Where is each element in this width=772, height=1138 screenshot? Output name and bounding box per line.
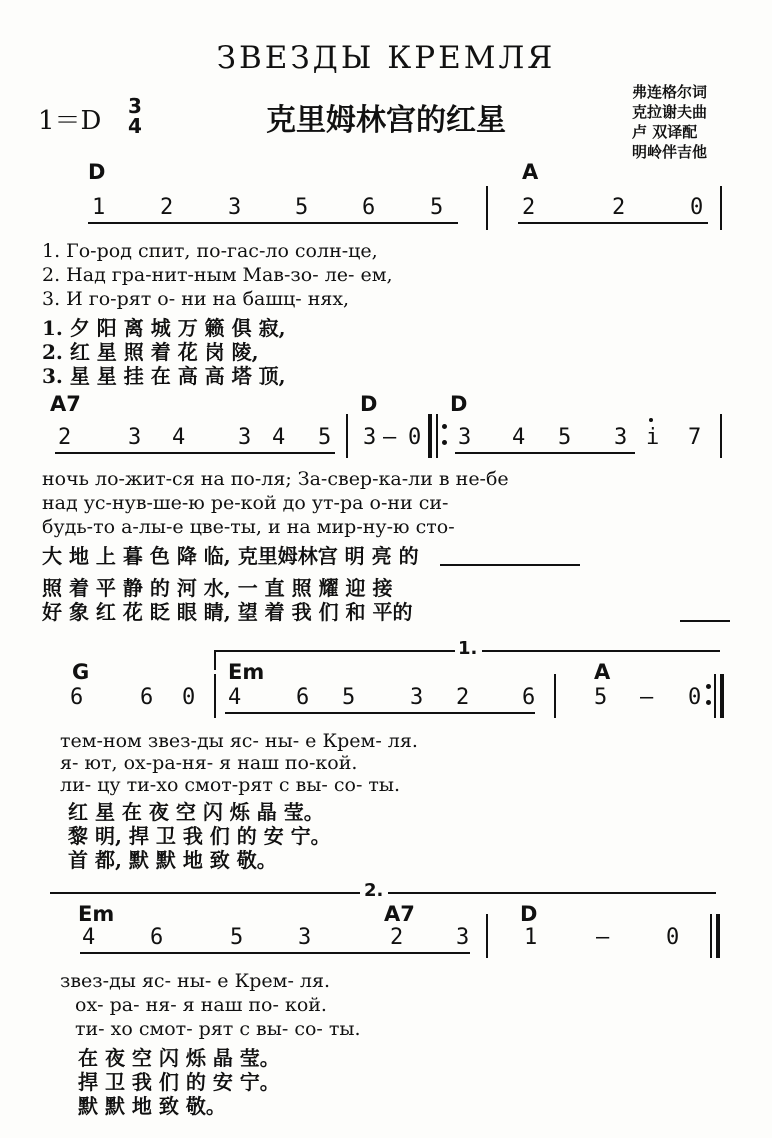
chord-d: D (88, 160, 106, 184)
volta-line (215, 650, 455, 652)
lyric-verse-1-zh: 1. 夕 阳 离 城 万 籁 俱 寂, (42, 316, 286, 340)
note: 5 (318, 425, 332, 450)
note: 7 (688, 425, 702, 450)
repeat-dot (706, 684, 711, 689)
note: — (640, 685, 654, 710)
lyric-verse-2-ru: я- ют, ох-ра-ня- я наш по-кой. (60, 752, 358, 774)
note: 2 (456, 685, 470, 710)
lyric-underline (680, 620, 730, 622)
chord-em: Em (78, 902, 115, 926)
note: 3 (410, 685, 424, 710)
note: 4 (228, 685, 242, 710)
barline (486, 914, 488, 958)
note: 0 (688, 685, 702, 710)
credit-translator: 卢 双译配 (632, 123, 698, 141)
time-signature-bottom: 4 (128, 114, 142, 138)
chord-em: Em (228, 660, 265, 684)
high-octave-dot (649, 418, 653, 422)
notation-row-4 (0, 925, 772, 955)
time-signature (125, 96, 145, 136)
lyric-verse-3-zh: 3. 星 星 挂 在 高 高 塔 顶, (42, 364, 286, 388)
lyric-verse-1-ru: 1. Го-род спит, по-гас-ло солн-це, (42, 240, 378, 262)
title-chinese: 克里姆林宫的红星 (266, 103, 506, 138)
chord-a: A (594, 660, 611, 684)
note: 2 (58, 425, 72, 450)
note: 0 (666, 925, 680, 950)
barline (214, 674, 216, 718)
volta-line (50, 892, 360, 894)
repeat-dot (442, 424, 447, 429)
notation-row-3 (0, 685, 772, 715)
beat-underline (80, 952, 470, 954)
note: 5 (230, 925, 244, 950)
repeat-dot (706, 700, 711, 705)
barline (486, 186, 488, 230)
lyric-verse-2-zh: 捍 卫 我 们 的 安 宁。 (78, 1070, 280, 1094)
volta-2: 2. (364, 880, 384, 901)
note: 3 (456, 925, 470, 950)
chord-a7: A7 (50, 392, 81, 416)
repeat-end-bar (720, 674, 724, 718)
repeat-start-bar (428, 414, 432, 458)
chord-a7: A7 (384, 902, 415, 926)
beat-underline (455, 452, 635, 454)
lyric-verse-3-zh: 好 象 红 花 眨 眼 睛, 望 着 我 们 和 平的 (42, 600, 413, 624)
chord-d: D (360, 392, 378, 416)
barline (346, 414, 348, 458)
note: 3 (363, 425, 377, 450)
barline (554, 674, 556, 718)
lyric-verse-1-zh: 红 星 在 夜 空 闪 烁 晶 莹。 (68, 800, 324, 824)
lyric-verse-1-zh: 在 夜 空 闪 烁 晶 莹。 (78, 1046, 280, 1070)
note: 5 (295, 195, 309, 220)
lyric-verse-2-ru: ох- ра- ня- я наш по- кой. (75, 994, 327, 1016)
note: 1 (524, 925, 538, 950)
lyric-verse-2-zh: 2. 红 星 照 着 花 岗 陵, (42, 340, 259, 364)
chord-g: G (72, 660, 90, 684)
barline (720, 414, 722, 458)
note: 6 (70, 685, 84, 710)
lyric-verse-3-ru: 3. И го-рят о- ни на башц- нях, (42, 288, 350, 310)
note: 3 (614, 425, 628, 450)
volta-line (388, 892, 716, 894)
key-signature: 1＝D (38, 106, 102, 136)
note: 4 (172, 425, 186, 450)
lyric-verse-3-ru: ли- цу ти-хо смот-рят с вы- со- ты. (60, 774, 401, 796)
final-bar (716, 914, 720, 958)
beat-underline (518, 222, 708, 224)
title-russian: ЗВЕЗДЫ КРЕМЛЯ (216, 40, 556, 76)
note: 5 (558, 425, 572, 450)
note: — (596, 925, 610, 950)
beat-underline (88, 222, 458, 224)
credits (632, 82, 707, 162)
note: 3 (128, 425, 142, 450)
final-thin-bar (710, 914, 712, 958)
note: 6 (362, 195, 376, 220)
lyric-verse-2-ru: 2. Над гра-нит-ным Мав-зо- ле- ем, (42, 264, 393, 286)
note: 3 (458, 425, 472, 450)
chord-d: D (450, 392, 468, 416)
note: i (646, 425, 660, 450)
repeat-dot (442, 440, 447, 445)
note: 2 (390, 925, 404, 950)
note: 6 (140, 685, 154, 710)
lyric-underline (440, 564, 580, 566)
chord-d: D (520, 902, 538, 926)
note: — (383, 425, 397, 450)
volta-1: 1. (458, 638, 478, 659)
note: 4 (82, 925, 96, 950)
lyric-verse-1-ru: звез-ды яс- ны- е Крем- ля. (60, 970, 331, 992)
lyric-verse-1-ru: ночь ло-жит-ся на по-ля; За-свер-ка-ли в не-бе (42, 468, 509, 490)
note: 3 (238, 425, 252, 450)
repeat-start-thin-bar (436, 414, 438, 458)
note: 4 (272, 425, 286, 450)
note: 1 (92, 195, 106, 220)
barline (720, 186, 722, 230)
note: 2 (522, 195, 536, 220)
time-signature-top: 3 (128, 94, 142, 118)
note: 6 (522, 685, 536, 710)
lyric-verse-1-zh: 大 地 上 暮 色 降 临, 克里姆林宫 明 亮 的 (42, 544, 419, 568)
beat-underline (55, 452, 335, 454)
volta-bracket (214, 650, 216, 670)
beat-underline (225, 712, 535, 714)
volta-line (482, 650, 720, 652)
repeat-end-thin-bar (714, 674, 716, 718)
note: 0 (182, 685, 196, 710)
lyric-verse-2-ru: над ус-нув-ше-ю ре-кой до ут-ра о-ни си- (42, 492, 449, 514)
note: 6 (150, 925, 164, 950)
note: 3 (298, 925, 312, 950)
note: 5 (342, 685, 356, 710)
note: 2 (160, 195, 174, 220)
credit-guitar: 明岭伴吉他 (632, 143, 708, 161)
note: 4 (512, 425, 526, 450)
note: 5 (594, 685, 608, 710)
lyric-verse-3-zh: 首 都, 默 默 地 致 敬。 (68, 848, 277, 872)
lyric-verse-3-ru: ти- хо смот- рят с вы- со- ты. (75, 1018, 361, 1040)
credit-lyricist: 弗连格尔词 (632, 83, 708, 101)
chord-a: A (522, 160, 539, 184)
lyric-verse-3-zh: 默 默 地 致 敬。 (78, 1094, 226, 1118)
lyric-verse-2-zh: 黎 明, 捍 卫 我 们 的 安 宁。 (68, 824, 331, 848)
note: 5 (430, 195, 444, 220)
note: 6 (296, 685, 310, 710)
notation-row-1 (0, 195, 772, 225)
notation-row-2 (0, 425, 772, 455)
lyric-verse-3-ru: будь-то а-лы-е цве-ты, и на мир-ну-ю сто- (42, 516, 455, 538)
note: 0 (408, 425, 422, 450)
note: 0 (690, 195, 704, 220)
credit-composer: 克拉谢夫曲 (632, 103, 708, 121)
note: 2 (612, 195, 626, 220)
note: 3 (228, 195, 242, 220)
lyric-verse-1-ru: тем-ном звез-ды яс- ны- е Крем- ля. (60, 730, 418, 752)
lyric-verse-2-zh: 照 着 平 静 的 河 水, 一 直 照 耀 迎 接 (42, 576, 393, 600)
